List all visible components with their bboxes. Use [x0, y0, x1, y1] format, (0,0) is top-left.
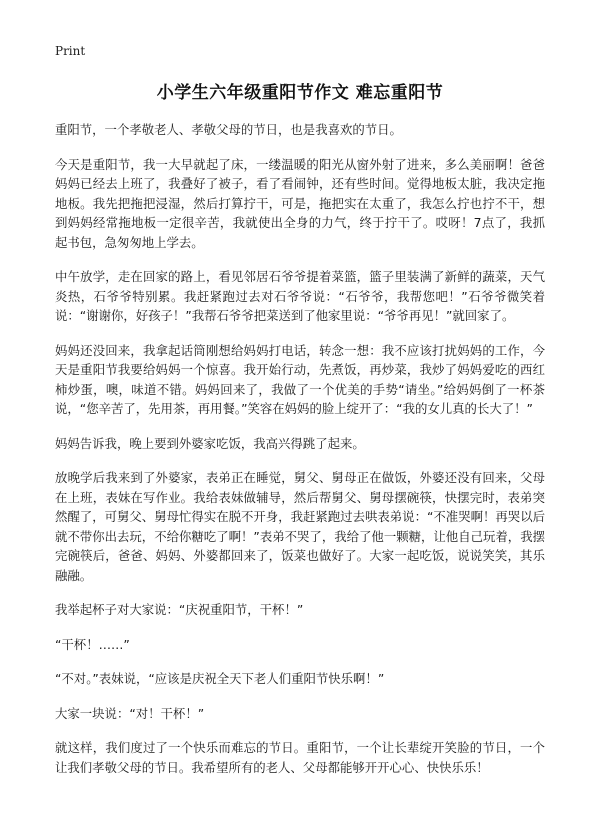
- paragraph-7: 我举起杯子对大家说：“庆祝重阳节，干杯！”: [55, 602, 304, 617]
- paragraph-9: “不对。”表妹说，“应该是庆祝全天下老人们重阳节快乐啊！”: [55, 671, 385, 686]
- paragraph-10: 大家一块说：“对！干杯！”: [55, 705, 205, 721]
- paragraph-4: 妈妈还没回来，我拿起话筒刚想给妈妈打电话，转念一想：我不应该打扰妈妈的工作，今天是重阳节我要给妈妈一个惊喜。我开始行动，先煮饭，再炒菜，我炒了妈妈爱吃的西红柿炒蛋，噢，味道不错。妈妈回来了，我做了一个优美的手势“请坐。”给妈妈倒了一杯茶说，“您辛苦了，先用茶，再用餐。”笑容在妈妈的脸上绽开了：“我的女儿真的长大了！”: [55, 342, 545, 416]
- article-body: [55, 120, 545, 792]
- print-link[interactable]: Print: [55, 44, 86, 58]
- paragraph-3: 中午放学，走在回家的路上，看见邻居石爷爷提着菜篮，篮子里装满了新鲜的蔬菜，天气炎热，石爷爷特别累。我赶紧跑过去对石爷爷说：“石爷爷，我帮您吧！”石爷爷微笑着说：“谢谢你，好孩子！”我帮石爷爷把菜送到了他家里说：“爷爷再见！”就回家了。: [55, 269, 545, 323]
- paragraph-2: 今天是重阳节，我一大早就起了床，一缕温暖的阳光从窗外射了进来，多么美丽啊！爸爸妈妈已经去上班了，我叠好了被子，看了看闹钟，还有些时间。觉得地板太脏，我决定拖地板。我先把拖把浸湿，然后打算拧干，可是，拖把实在太重了，我怎么拧也拧不干，想到妈妈经常拖地板一定很辛苦，我就使出全身的力气，终于拧干了。哎呀！7点了，我抓起书包，急匆匆地上学去。: [55, 156, 545, 250]
- paragraph-11: 就这样，我们度过了一个快乐而难忘的节日。重阳节，一个让长辈绽开笑脸的节日，一个让我们孝敬父母的节日。我希望所有的老人、父母都能够开开心心、快快乐乐！: [55, 740, 545, 775]
- paragraph-5: 妈妈告诉我，晚上要到外婆家吃饭，我高兴得跳了起来。: [55, 435, 365, 451]
- page-title: 小学生六年级重阳节作文 难忘重阳节: [156, 83, 444, 103]
- paragraph-8: “干杯！……”: [55, 636, 130, 652]
- paragraph-6: 放晚学后我来到了外婆家，表弟正在睡觉，舅父、舅母正在做饭，外婆还没有回来，父母在上班，表妹在写作业。我给表妹做辅导，然后帮舅父、舅母摆碗筷，快摆完时，表弟突然醒了，可舅父、舅母忙得实在脱不开身，我赶紧跑过去哄表弟说：“不准哭啊！再哭以后就不带你出去玩，不给你糖吃了啊！”表弟不哭了，我给了他一颗糖，让他自己玩着，我摆完碗筷后，爸爸、妈妈、外婆都回来了，饭菜也做好了。大家一起吃饭，说说笑笑，其乐融融。: [55, 470, 545, 583]
- paragraph-1: 重阳节，一个孝敬老人、孝敬父母的节日，也是我喜欢的节日。: [55, 122, 402, 137]
